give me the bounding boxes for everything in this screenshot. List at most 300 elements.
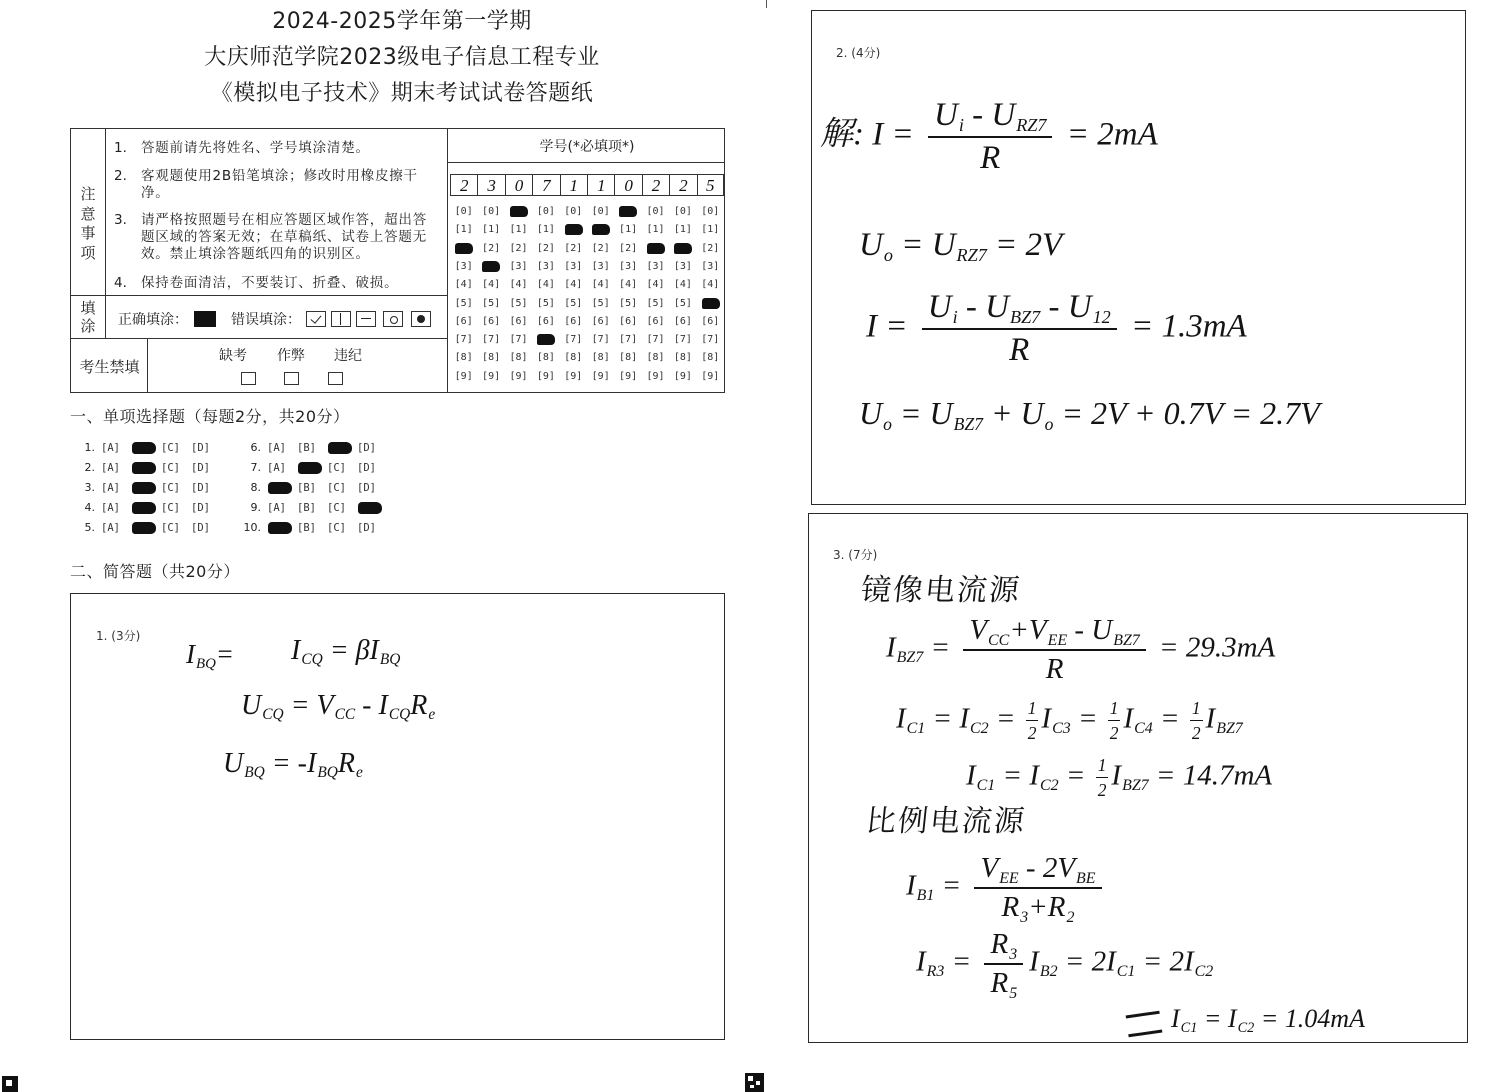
eq-numerator [1190, 698, 1203, 721]
mc-question [241, 461, 387, 475]
eq-fraction [1096, 755, 1109, 801]
student-id-bubble: [5] [536, 297, 555, 309]
student-id-bubble: [9] [591, 370, 610, 382]
eq-text: 1 [1097, 755, 1107, 775]
table-divider [71, 338, 448, 339]
eq-subscript: RZ7 [1016, 115, 1047, 136]
answer-box-q1 [70, 593, 725, 1040]
filled-mark-icon [619, 206, 637, 217]
eq-denominator [1009, 330, 1029, 369]
student-id-bubble: [0] [673, 206, 692, 217]
mc-option: [C] [161, 522, 180, 534]
eq-text: 2 [1191, 723, 1201, 743]
student-id-bubble: [6] [591, 315, 610, 327]
mc-option-filled [131, 521, 161, 535]
filled-mark-icon [132, 442, 156, 454]
mc-question [75, 521, 221, 535]
dot-icon [411, 311, 431, 327]
mc-option-filled [267, 481, 297, 495]
student-id-bubble: [1] [619, 224, 638, 236]
eq-text: V [980, 852, 999, 884]
filled-mark-icon [268, 482, 292, 494]
eq-numerator [1108, 698, 1121, 721]
question-label: 3. (7分) [833, 548, 878, 562]
table-divider [447, 129, 448, 392]
eq-fraction [1190, 698, 1203, 744]
filled-mark-icon [132, 502, 156, 514]
eq-subscript: CQ [262, 706, 284, 724]
student-id-bubble: [5] [646, 297, 665, 309]
eq-subscript: C1 [976, 777, 996, 795]
eq-subscript: CQ [388, 706, 411, 724]
filled-square-icon [194, 311, 216, 327]
violation-label: 违纪 [334, 348, 362, 364]
filled-mark-icon [455, 243, 473, 254]
eq-text: U [223, 748, 244, 779]
mc-option: [D] [191, 462, 210, 474]
student-id-bubble: [4] [536, 279, 555, 291]
mc-question [241, 481, 387, 495]
eq-subscript: 12 [1092, 307, 1111, 328]
student-id-digit-cell: 2 [450, 174, 477, 196]
eq-text: I [1041, 702, 1052, 735]
sheet-exam-title: 《模拟电子技术》期末考试试卷答题纸 [210, 81, 594, 106]
filled-mark-icon [565, 224, 583, 235]
mc-question [75, 481, 221, 495]
student-id-bubble: [5] [619, 297, 638, 309]
eq-subscript: EE [1047, 631, 1068, 649]
student-id-bubble: [3] [673, 260, 692, 272]
mc-option: [A] [267, 442, 286, 454]
eq-text: = [934, 869, 969, 902]
ratio-current-source-heading: 比例电流源 [864, 804, 1028, 839]
eq-subscript: i [952, 307, 958, 328]
student-id-bubble: [2] [619, 242, 638, 254]
mc-question-number: 2. [84, 461, 95, 474]
eq-subscript: o [883, 414, 892, 435]
student-id-bubble-filled [669, 243, 696, 255]
eq-text: 2 [1027, 723, 1037, 743]
eq-subscript: e [428, 706, 436, 724]
student-id-bubble: [1] [454, 224, 473, 236]
student-id-bubble: [4] [482, 279, 501, 291]
student-id-bubble: [5] [673, 297, 692, 309]
student-id-bubble: [9] [454, 370, 473, 382]
mc-question-number: 4. [84, 501, 95, 514]
eq-denominator [1110, 721, 1119, 744]
answer-line [906, 852, 1108, 924]
eq-subscript: C2 [1194, 963, 1214, 981]
student-id-bubble: [8] [482, 352, 501, 364]
answer-line [291, 635, 400, 667]
eq-text: = 2mA [1058, 116, 1158, 153]
eq-subscript: C1 [1180, 1020, 1198, 1036]
eq-subscript: i [958, 115, 964, 136]
cheating-label: 作弊 [277, 348, 305, 364]
eq-subscript: RZ7 [956, 245, 987, 266]
eq-text: U [927, 289, 952, 325]
eq-text: I [1171, 1004, 1180, 1033]
notice-number: 1. [114, 140, 127, 156]
student-id-bubble: [5] [564, 297, 583, 309]
student-id-bubble: [4] [564, 279, 583, 291]
student-id-bubble: [3] [646, 260, 665, 272]
eq-subscript: 3 [1009, 945, 1018, 963]
student-id-bubble: [3] [591, 260, 610, 272]
student-id-bubble: [9] [646, 370, 665, 382]
eq-text: I = [866, 308, 916, 345]
eq-subscript: C2 [970, 720, 989, 738]
mc-option-filled [131, 501, 161, 515]
student-id-bubble: [9] [536, 370, 555, 382]
eq-denominator [1046, 651, 1064, 686]
mc-question [241, 441, 387, 455]
filled-mark-icon [358, 502, 382, 514]
student-id-digit-cell: 3 [477, 174, 504, 196]
eq-subscript: BQ [196, 656, 216, 673]
student-id-bubble: [7] [564, 334, 583, 346]
mc-question-number: 7. [250, 461, 261, 474]
filled-mark-icon [674, 243, 692, 254]
mc-question [241, 501, 387, 515]
eq-denominator [990, 965, 1017, 1000]
answer-line [223, 748, 363, 780]
eq-subscript: C4 [1134, 720, 1153, 738]
student-id-bubble: [6] [701, 315, 720, 327]
eq-text: = [944, 945, 979, 978]
mc-question [241, 521, 387, 535]
eq-denominator [1192, 721, 1201, 744]
eq-text: = U [891, 395, 953, 431]
student-id-bubble: [8] [646, 352, 665, 364]
eq-text: = 14.7mA [1148, 759, 1273, 792]
eq-subscript: BZ7 [953, 414, 983, 435]
mc-option-filled [357, 501, 387, 515]
eq-subscript: BQ [379, 651, 401, 669]
student-id-bubble: [1] [482, 224, 501, 236]
student-id-bubble: [8] [454, 352, 473, 364]
eq-subscript: R3 [926, 963, 945, 981]
eq-text: = I [1197, 1004, 1237, 1033]
student-id-bubble-filled [642, 243, 669, 255]
student-id-bubble: [9] [564, 370, 583, 382]
student-id-bubble: [7] [646, 334, 665, 346]
corner-marker-icon [745, 1073, 764, 1092]
answer-line [241, 690, 435, 722]
student-id-header: 学号(*必填项*) [539, 139, 635, 155]
student-id-bubble: [4] [619, 279, 638, 291]
student-id-bubble: [8] [701, 352, 720, 364]
filled-mark-icon [132, 462, 156, 474]
student-id-digit-cell: 1 [560, 174, 587, 196]
eq-subscript: C2 [1237, 1020, 1255, 1036]
answer-box-q2 [811, 10, 1466, 505]
student-id-bubble: [3] [619, 260, 638, 272]
eq-text: R [337, 748, 355, 779]
eq-text: I [291, 635, 301, 666]
eq-subscript: C1 [1116, 963, 1136, 981]
eq-text: I [886, 631, 896, 664]
answer-line [916, 928, 1213, 1000]
mc-option: [C] [161, 502, 180, 514]
student-id-bubble: [9] [509, 370, 528, 382]
student-id-bubble: [9] [619, 370, 638, 382]
mc-option: [B] [297, 482, 316, 494]
student-id-digit-cell: 2 [642, 174, 669, 196]
mc-option: [A] [101, 502, 120, 514]
student-id-digit-cell: 2 [669, 174, 696, 196]
eq-text: +R [1028, 891, 1066, 923]
student-id-bubble: [9] [482, 370, 501, 382]
multiple-choice-grid [75, 441, 395, 541]
student-id-bubble: [6] [509, 315, 528, 327]
mirror-current-source-heading: 镜像电流源 [859, 573, 1023, 608]
scan-edge-mark [766, 0, 767, 8]
section1-title: 一、单项选择题（每题2分，共20分） [70, 407, 350, 426]
wrong-fill-label: 错误填涂： [231, 312, 301, 328]
student-id-bubble: [6] [482, 315, 501, 327]
student-id-digit-cell: 5 [697, 174, 724, 196]
eq-text: + U [982, 395, 1044, 431]
eq-text: I [966, 759, 976, 792]
student-id-bubble: [0] [536, 206, 555, 217]
student-id-bubble: [1] [701, 224, 720, 236]
eq-subscript: BZ7 [1113, 631, 1140, 649]
eq-text: = -I [264, 748, 317, 779]
mc-option-filled [267, 521, 297, 535]
eq-fraction [928, 97, 1052, 177]
eq-text: R [1001, 891, 1020, 923]
eq-text: U [934, 97, 958, 133]
student-id-bubble: [2] [509, 242, 528, 254]
student-id-bubble: [7] [482, 334, 501, 346]
eq-text: - I [355, 690, 388, 721]
student-id-bubble: [6] [619, 315, 638, 327]
eq-text: I [896, 702, 906, 735]
eq-text: = [1152, 702, 1187, 735]
circle-icon [383, 311, 403, 327]
student-id-bubble: [0] [591, 206, 610, 217]
mc-question-number: 1. [84, 441, 95, 454]
student-id-bubble: [6] [673, 315, 692, 327]
eq-text: = 2I [1135, 945, 1194, 978]
student-id-bubble: [0] [646, 206, 665, 217]
mc-option: [A] [101, 482, 120, 494]
answer-line [820, 97, 1158, 177]
notice-number: 3. [114, 212, 127, 228]
mc-question-number: 5. [84, 521, 95, 534]
mc-option: [D] [357, 482, 376, 494]
eq-text: = [1070, 702, 1105, 735]
student-id-bubble: [5] [509, 297, 528, 309]
answer-line [966, 755, 1272, 801]
mc-option: [C] [161, 462, 180, 474]
mc-option: [D] [357, 462, 376, 474]
student-id-bubble: [8] [673, 352, 692, 364]
bar-icon [331, 311, 351, 327]
notice-text: 保持卷面清洁，不要装订、折叠、破损。 [141, 275, 399, 291]
question-label: 1. (3分) [96, 629, 141, 643]
eq-text: = 2V + 0.7V = 2.7V [1053, 395, 1320, 431]
student-id-bubble: [2] [591, 242, 610, 254]
eq-fraction [1026, 698, 1039, 744]
eq-subscript: CQ [301, 651, 323, 669]
student-id-bubble: [4] [509, 279, 528, 291]
eq-text: R [990, 928, 1009, 960]
notice-text: 答题前请先将姓名、学号填涂清楚。 [141, 140, 370, 156]
notice-text: 客观题使用2B铅笔填涂；修改时用橡皮擦干净。 [141, 168, 418, 201]
student-id-bubble-filled [587, 224, 614, 236]
scribble-mark [1126, 1011, 1163, 1038]
eq-text: = βI [322, 635, 379, 666]
student-id-bubble: [6] [646, 315, 665, 327]
examinee-forbidden-label: 考生禁填 [79, 358, 140, 376]
student-id-bubble-filled [560, 224, 587, 236]
eq-numerator [1026, 698, 1039, 721]
student-id-bubble: [7] [673, 334, 692, 346]
sheet-class-title: 大庆师范学院2023级电子信息工程专业 [204, 45, 600, 70]
eq-numerator [974, 852, 1101, 889]
student-id-bubble: [7] [509, 334, 528, 346]
student-id-grid [450, 174, 724, 386]
eq-fraction [922, 289, 1117, 369]
section2-title: 二、简答题（共20分） [70, 562, 240, 581]
answer-line [859, 395, 1320, 435]
eq-text: 2 [1109, 723, 1119, 743]
mc-option-filled [297, 461, 327, 475]
eq-subscript: BZ7 [896, 649, 924, 667]
mc-option: [D] [191, 442, 210, 454]
eq-subscript: CC [988, 631, 1010, 649]
eq-text: I [186, 639, 195, 669]
student-id-bubble: [2] [536, 242, 555, 254]
answer-line [1171, 1004, 1365, 1034]
filled-mark-icon [268, 522, 292, 534]
filled-mark-icon [592, 224, 610, 235]
eq-text: 解: I = [820, 116, 922, 153]
filled-mark-icon [328, 442, 352, 454]
notice-text: 请严格按照题号在相应答题区域作答，超出答题区域的答案无效；在草稿纸、试卷上答题无效。禁止填涂答题纸四角的识别区。 [141, 212, 427, 262]
student-id-bubble: [7] [454, 334, 473, 346]
eq-text: = 2I [1057, 945, 1116, 978]
student-id-bubble: [2] [482, 242, 501, 254]
student-id-bubble: [7] [701, 334, 720, 346]
student-id-bubble: [4] [454, 279, 473, 291]
mc-question-number: 10. [243, 521, 261, 534]
mc-option: [D] [357, 522, 376, 534]
mc-option-filled [131, 461, 161, 475]
eq-text: +V [1009, 614, 1047, 646]
student-id-bubble: [0] [454, 206, 473, 217]
eq-subscript: 3 [1020, 908, 1029, 926]
mc-option-filled [131, 441, 161, 455]
student-id-bubble: [8] [564, 352, 583, 364]
student-id-bubble: [3] [536, 260, 555, 272]
student-id-digit-cell: 0 [614, 174, 641, 196]
eq-numerator [1096, 755, 1109, 778]
table-divider [71, 295, 448, 296]
student-id-bubble: [5] [591, 297, 610, 309]
student-id-bubble: [2] [564, 242, 583, 254]
student-id-bubble: [8] [619, 352, 638, 364]
mc-question-number: 9. [250, 501, 261, 514]
absent-checkbox [241, 372, 256, 385]
student-id-bubble: [8] [536, 352, 555, 364]
eq-text: R [1045, 653, 1064, 685]
mc-option: [C] [161, 482, 180, 494]
student-id-bubble: [6] [536, 315, 555, 327]
table-divider [448, 162, 724, 163]
cheating-checkbox [284, 372, 299, 385]
student-id-bubble: [5] [482, 297, 501, 309]
eq-fraction [974, 852, 1101, 924]
absent-label: 缺考 [219, 348, 247, 364]
mc-question-number: 6. [250, 441, 261, 454]
check-icon [306, 311, 326, 327]
student-id-bubble: [3] [454, 260, 473, 272]
mc-option: [D] [357, 442, 376, 454]
answer-line [186, 639, 235, 673]
eq-subscript: 2 [1066, 908, 1075, 926]
student-id-bubble: [0] [564, 206, 583, 217]
filled-mark-icon [482, 261, 500, 272]
violation-checkbox [328, 372, 343, 385]
eq-text: - U [1067, 614, 1113, 646]
eq-text: I [906, 869, 916, 902]
answer-line [866, 289, 1247, 369]
eq-text: = [1058, 759, 1093, 792]
eq-subscript: C1 [906, 720, 926, 738]
student-id-bubble-filled [450, 243, 477, 255]
answer-line [859, 227, 1062, 264]
student-id-digit-cell: 0 [505, 174, 532, 196]
eq-text: U [241, 690, 262, 721]
student-id-bubble: [5] [454, 297, 473, 309]
mc-option: [C] [327, 462, 346, 474]
student-id-bubble-filled [532, 334, 559, 346]
student-id-bubble-filled [614, 206, 641, 218]
filled-mark-icon [702, 298, 720, 309]
mc-question-number: 8. [250, 481, 261, 494]
dash-icon [356, 311, 376, 327]
answer-box-q3 [808, 513, 1468, 1043]
student-id-bubble: [1] [536, 224, 555, 236]
eq-numerator [963, 614, 1145, 651]
student-id-bubble: [4] [646, 279, 665, 291]
student-id-bubble: [7] [619, 334, 638, 346]
student-id-bubble: [9] [701, 370, 720, 382]
eq-subscript: BZ7 [1122, 777, 1149, 795]
mc-option: [C] [327, 502, 346, 514]
eq-text: 1 [1027, 698, 1037, 718]
mc-option: [A] [267, 462, 286, 474]
eq-denominator [980, 138, 1000, 177]
student-id-bubble-filled [505, 206, 532, 218]
eq-text: R [1009, 332, 1030, 368]
student-id-bubble: [6] [454, 315, 473, 327]
eq-text: I [1123, 702, 1134, 735]
eq-subscript: EE [999, 869, 1019, 887]
mc-option: [C] [327, 482, 346, 494]
eq-text: - U [1040, 289, 1092, 325]
mc-option: [D] [191, 482, 210, 494]
eq-text: R [980, 140, 1001, 176]
student-id-bubble-filled [477, 261, 504, 273]
eq-subscript: CC [334, 706, 356, 724]
mc-option: [B] [297, 502, 316, 514]
mc-question [75, 501, 221, 515]
student-id-digit-cell: 1 [587, 174, 614, 196]
